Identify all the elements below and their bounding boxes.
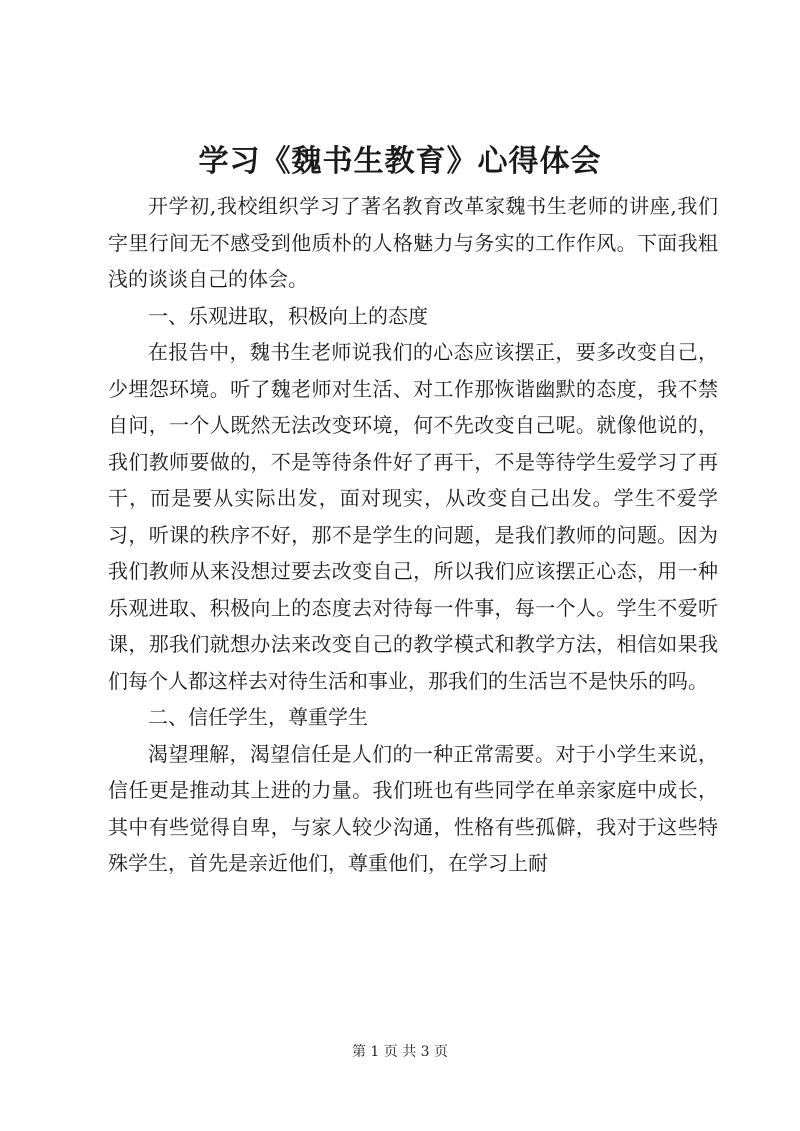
- document-title: 学习《魏书生教育》心得体会: [198, 144, 602, 179]
- paragraph-section-2: 渴望理解，渴望信任是人们的一种正常需要。对于小学生来说，信任更是推动其上进的力量。我们班也有些同学在单亲家庭中成长，其中有些觉得自卑，与家人较少沟通，性格有些孤僻，我对于这些特殊学生，首先是亲近他们，尊重他们，在学习上耐: [108, 741, 718, 875]
- page-number-footer: 第 1 页 共 3 页: [351, 1044, 449, 1060]
- section-heading-2: 二、信任学生，尊重学生: [148, 705, 368, 729]
- paragraph-intro: 开学初,我校组织学习了著名教育改革家魏书生老师的讲座,我们字里行间无不感受到他质朴的人格魅力与务实的工作作风。下面我粗浅的谈谈自己的体会。: [108, 194, 718, 291]
- section-heading-1: 一、乐观进取，积极向上的态度: [148, 303, 428, 328]
- paragraph-section-1: 在报告中，魏书生老师说我们的心态应该摆正，要多改变自己，少埋怨环境。听了魏老师对生活、对工作那恢谐幽默的态度，我不禁自问，一个人既然无法改变环境，何不先改变自己呢。就像他说的，我们教师要做的，不是等待条件好了再干，不是等待学生爱学习了再干，而是要从实际出发，面对现实，从改变自己出发。学生不爱学习，听课的秩序不好，那不是学生的问题，是我们教师的问题。因为我们教师从来没想过要去改变自己，所以我们应该摆正心态，用一种乐观进取、积极向上的态度去对待每一件事，每一个人。学生不爱听课，那我们就想办法来改变自己的教学模式和教学方法，相信如果我们每个人都这样去对待生活和事业，那我们的生活岂不是快乐的吗。: [108, 340, 718, 693]
- document-body: [108, 188, 718, 882]
